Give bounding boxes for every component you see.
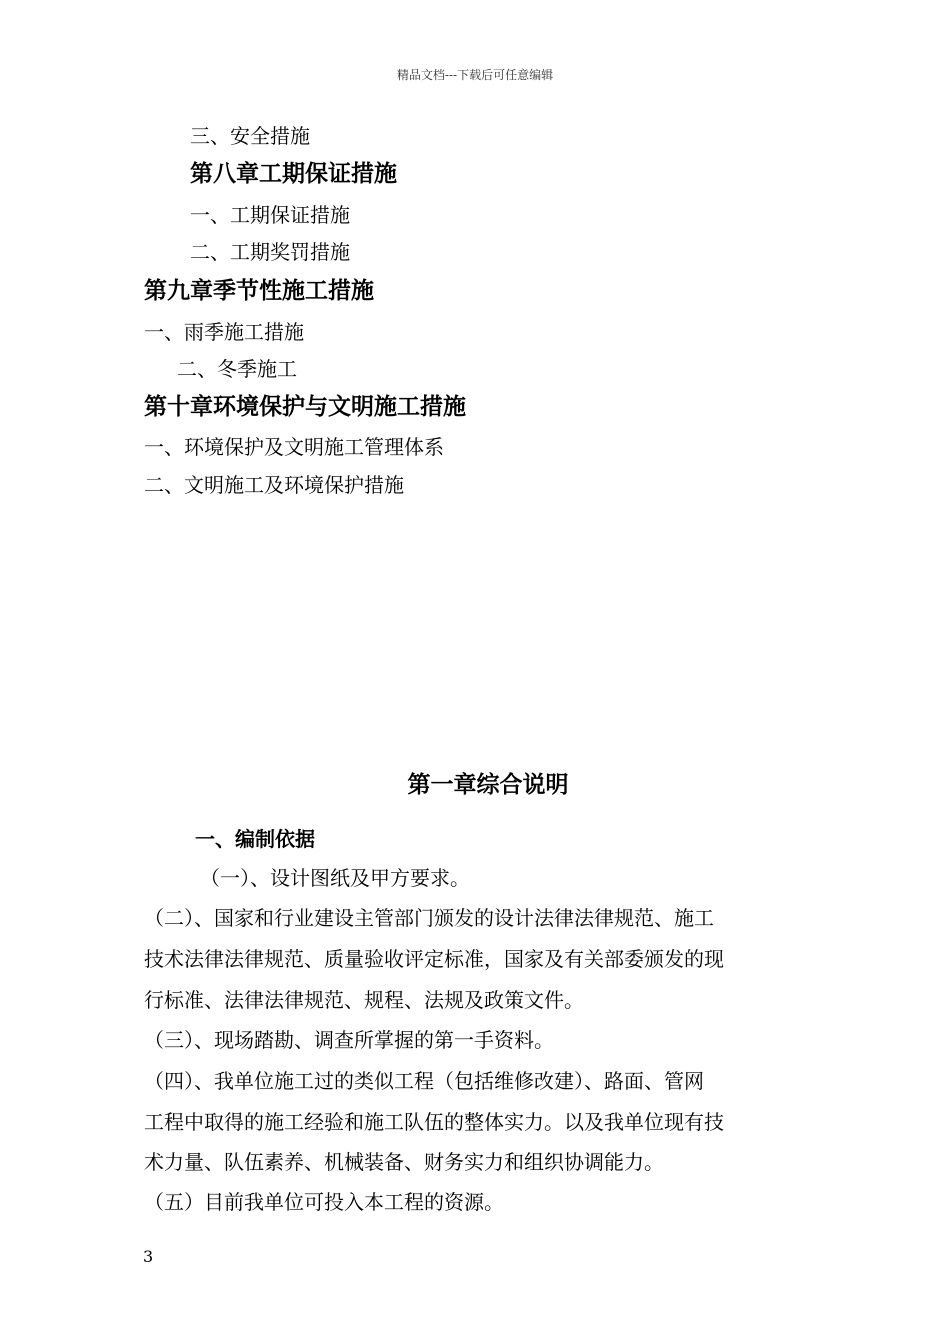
page-header: 精品文档---下载后可任意编辑 xyxy=(396,68,554,82)
body-line: （三）、现场踏勘、调查所掌握的第一手资料。 xyxy=(144,1028,554,1052)
body-line: （四）、我单位施工过的类似工程（包括维修改建）、路面、管网 xyxy=(144,1069,704,1093)
body-line: 术力量、队伍素养、机械装备、财务实力和组织协调能力。 xyxy=(144,1150,664,1174)
page-number: 3 xyxy=(143,1247,154,1266)
chapter-title: 第一章综合说明 xyxy=(407,772,569,798)
toc-entry: 二、冬季施工 xyxy=(177,357,297,381)
toc-chapter-entry: 第九章季节性施工措施 xyxy=(144,278,374,304)
body-line: 工程中取得的施工经验和施工队伍的整体实力。以及我单位现有技 xyxy=(144,1110,724,1134)
body-line: 技术法律法律规范、质量验收评定标准，国家及有关部委颁发的现 xyxy=(144,947,724,971)
body-line: （二）、国家和行业建设主管部门颁发的设计法律法律规范、施工 xyxy=(144,906,714,930)
body-line: 行标准、法律法律规范、规程、法规及政策文件。 xyxy=(144,988,584,1012)
toc-chapter-entry: 第十章环境保护与文明施工措施 xyxy=(144,394,466,420)
toc-entry: 三、安全措施 xyxy=(190,124,310,148)
toc-entry: 一、工期保证措施 xyxy=(190,203,350,227)
toc-entry: 二、工期奖罚措施 xyxy=(190,240,350,264)
section-heading: 一、编制依据 xyxy=(195,827,315,851)
toc-entry: 一、雨季施工措施 xyxy=(144,320,304,344)
toc-chapter-entry: 第八章工期保证措施 xyxy=(190,161,397,187)
body-line: （一）、设计图纸及甲方要求。 xyxy=(200,866,470,890)
toc-entry: 一、环境保护及文明施工管理体系 xyxy=(144,435,444,459)
body-line: （五）目前我单位可投入本工程的资源。 xyxy=(144,1190,504,1214)
toc-entry: 二、文明施工及环境保护措施 xyxy=(144,473,404,497)
